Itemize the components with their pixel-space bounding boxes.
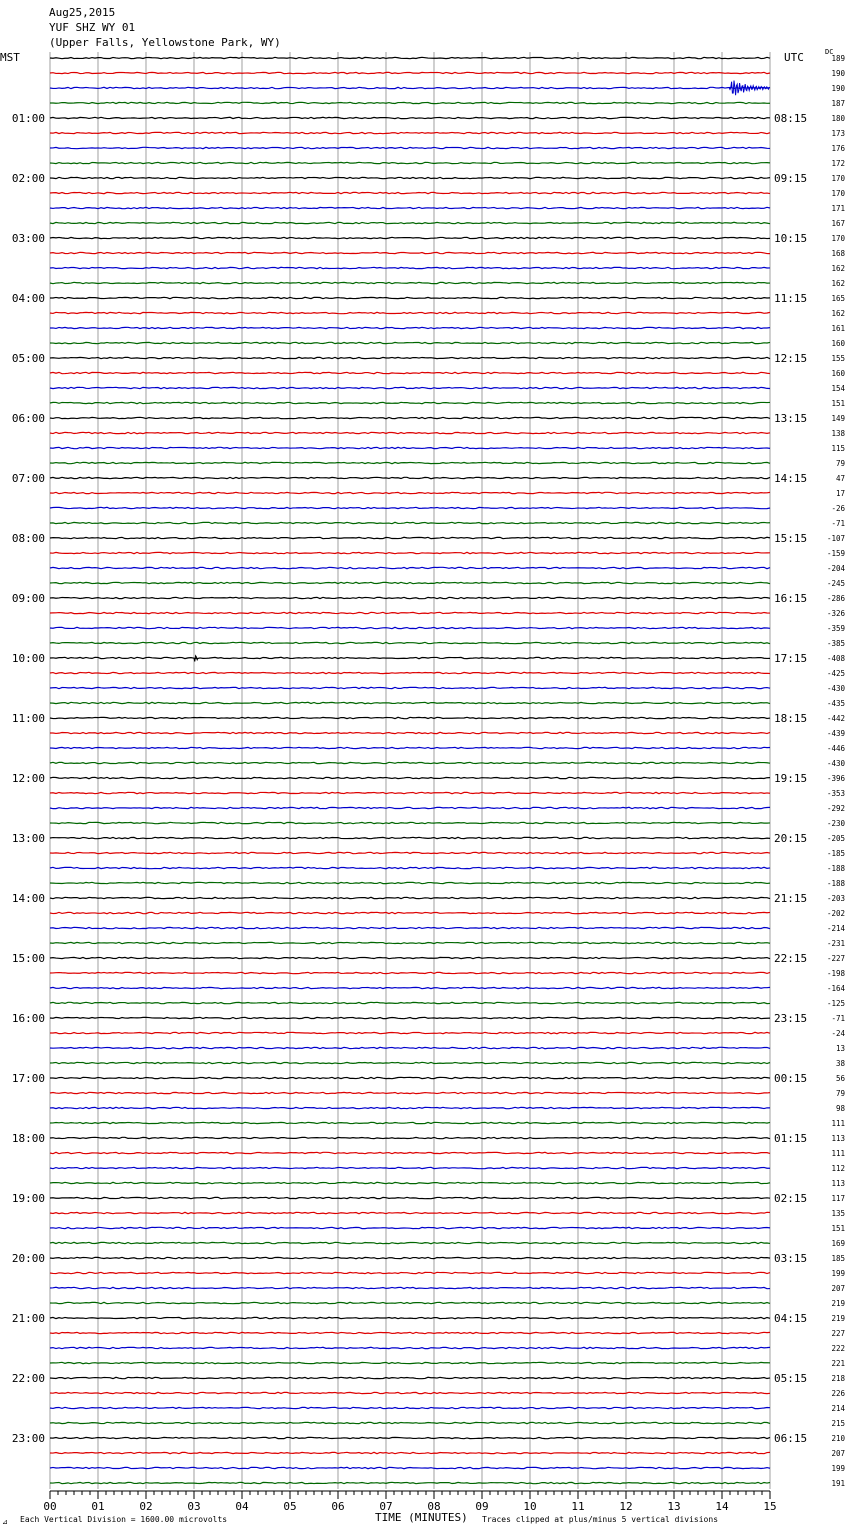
right-timezone-label: UTC (784, 51, 804, 64)
x-tick-label: 12 (619, 1500, 633, 1513)
dc-offset-label: 219 (831, 1314, 845, 1323)
trace-90 (50, 1407, 770, 1408)
trace-32 (50, 537, 770, 538)
x-axis-title: TIME (MINUTES) (375, 1511, 468, 1524)
trace-0 (50, 57, 770, 58)
dc-offset-label: 222 (831, 1344, 845, 1353)
trace-4 (50, 117, 770, 118)
left-hour-label: 14:00 (11, 892, 45, 905)
dc-offset-label: -442 (826, 714, 845, 723)
dc-offset-label: -125 (826, 999, 845, 1008)
trace-86 (50, 1347, 770, 1348)
trace-60 (50, 957, 770, 958)
dc-offset-label: -326 (826, 609, 845, 618)
dc-offset-label: 79 (835, 1089, 845, 1098)
clip-note: Traces clipped at plus/minus 5 vertical divisions (482, 1515, 719, 1524)
trace-70 (50, 1107, 770, 1108)
dc-offset-label: 160 (831, 339, 845, 348)
trace-45 (50, 732, 770, 733)
trace-41 (50, 672, 770, 673)
dc-offset-label: 117 (831, 1194, 845, 1203)
trace-59 (50, 942, 770, 943)
dc-offset-label: -231 (826, 939, 845, 948)
left-hour-label: 07:00 (11, 472, 45, 485)
dc-offset-label: 167 (831, 219, 845, 228)
right-hour-label: 05:15 (774, 1372, 808, 1385)
trace-1 (50, 72, 770, 73)
right-hour-label: 00:15 (774, 1072, 808, 1085)
dc-offset-label: -230 (826, 819, 845, 828)
trace-73 (50, 1152, 770, 1153)
trace-63 (50, 1002, 770, 1003)
dc-offset-label: -107 (826, 534, 845, 543)
scale-note: Each Vertical Division = 1600.00 microvolts (20, 1515, 228, 1524)
dc-offset-label: 56 (835, 1074, 845, 1083)
left-hour-label: 01:00 (11, 112, 45, 125)
trace-39 (50, 642, 770, 643)
trace-15 (50, 282, 770, 283)
dc-offset-label: 13 (835, 1044, 845, 1053)
dc-offset-label: 162 (831, 279, 845, 288)
left-hour-label: 23:00 (11, 1432, 45, 1445)
location-text: (Upper Falls, Yellowstone Park, WY) (49, 36, 281, 49)
trace-3 (50, 102, 770, 103)
trace-47 (50, 762, 770, 763)
dc-offset-label: 47 (835, 474, 845, 483)
right-hour-label: 21:15 (774, 892, 808, 905)
dc-offset-label: -425 (826, 669, 845, 678)
trace-82 (50, 1287, 770, 1288)
right-hour-label: 10:15 (774, 232, 808, 245)
dc-offset-label: -408 (826, 654, 845, 663)
trace-79 (50, 1242, 770, 1243)
dc-offset-label: -71 (831, 1014, 845, 1023)
trace-13 (50, 252, 770, 253)
trace-52 (50, 837, 770, 838)
trace-17 (50, 312, 770, 313)
trace-22 (50, 387, 770, 388)
dc-offset-label: 112 (831, 1164, 845, 1173)
trace-92 (50, 1437, 770, 1438)
dc-offset-label: 226 (831, 1389, 845, 1398)
traces (50, 57, 770, 1483)
dc-offset-label: 215 (831, 1419, 845, 1428)
dc-offset-label: 161 (831, 324, 845, 333)
dc-offset-label: -227 (826, 954, 845, 963)
right-hour-label: 04:15 (774, 1312, 808, 1325)
right-hour-label: 22:15 (774, 952, 808, 965)
dc-offset-label: -446 (826, 744, 845, 753)
left-hour-label: 04:00 (11, 292, 45, 305)
trace-27 (50, 462, 770, 463)
dc-offset-label: -202 (826, 909, 845, 918)
left-hour-label: 12:00 (11, 772, 45, 785)
trace-11 (50, 222, 770, 223)
trace-77 (50, 1212, 770, 1213)
dc-offset-label: 170 (831, 189, 845, 198)
dc-offset-label: 190 (831, 69, 845, 78)
right-hour-label: 23:15 (774, 1012, 808, 1025)
dc-offset-label: 191 (831, 1479, 845, 1488)
trace-95 (50, 1482, 770, 1483)
trace-83 (50, 1302, 770, 1303)
right-hour-label: 06:15 (774, 1432, 808, 1445)
dc-offset-label: 171 (831, 204, 845, 213)
trace-21 (50, 372, 770, 373)
trace-46 (50, 747, 770, 748)
trace-31 (50, 522, 770, 523)
trace-28 (50, 477, 770, 478)
trace-93 (50, 1452, 770, 1453)
trace-51 (50, 822, 770, 823)
dc-offset-label: 151 (831, 1224, 845, 1233)
x-tick-label: 13 (667, 1500, 681, 1513)
trace-50 (50, 807, 770, 808)
dc-offset-label: 207 (831, 1284, 845, 1293)
dc-offset-label: 210 (831, 1434, 845, 1443)
x-tick-label: 02 (139, 1500, 153, 1513)
dc-offset-label: 207 (831, 1449, 845, 1458)
dc-offset-label: -359 (826, 624, 845, 633)
left-hour-label: 11:00 (11, 712, 45, 725)
trace-36 (50, 597, 770, 598)
trace-10 (50, 207, 770, 208)
dc-label: DC (825, 48, 834, 56)
dc-offset-label: 168 (831, 249, 845, 258)
dc-offset-labels (827, 54, 846, 1488)
x-tick-label: 06 (331, 1500, 345, 1513)
trace-6 (50, 147, 770, 148)
dc-offset-label: -188 (826, 879, 845, 888)
dc-offset-label: 149 (831, 414, 845, 423)
dc-offset-label: 165 (831, 294, 845, 303)
trace-91 (50, 1422, 770, 1423)
trace-35 (50, 582, 770, 583)
trace-2 (50, 87, 770, 88)
right-hour-label: 16:15 (774, 592, 808, 605)
trace-75 (50, 1182, 770, 1183)
dc-offset-label: 227 (831, 1329, 845, 1338)
dc-offset-label: 180 (831, 114, 845, 123)
x-tick-label: 11 (571, 1500, 585, 1513)
dc-offset-label: 111 (831, 1119, 845, 1128)
trace-74 (50, 1167, 770, 1168)
trace-67 (50, 1062, 770, 1063)
dc-offset-label: 160 (831, 369, 845, 378)
dc-offset-label: -71 (831, 519, 845, 528)
x-tick-label: 01 (91, 1500, 105, 1513)
dc-offset-label: 113 (831, 1179, 845, 1188)
trace-80 (50, 1257, 770, 1258)
corner-mark: ⊿ (2, 1518, 8, 1526)
trace-68 (50, 1077, 770, 1078)
left-hour-label: 10:00 (11, 652, 45, 665)
left-hour-label: 09:00 (11, 592, 45, 605)
dc-offset-label: 189 (831, 54, 845, 63)
dc-offset-label: -439 (826, 729, 845, 738)
dc-offset-label: -26 (831, 504, 845, 513)
trace-44 (50, 717, 770, 718)
x-tick-label: 00 (43, 1500, 57, 1513)
dc-offset-label: -203 (826, 894, 845, 903)
dc-offset-label: 190 (831, 84, 845, 93)
dc-offset-label: -396 (826, 774, 845, 783)
trace-40 (50, 657, 770, 658)
left-hour-label: 22:00 (11, 1372, 45, 1385)
trace-61 (50, 972, 770, 973)
left-hour-label: 21:00 (11, 1312, 45, 1325)
trace-56 (50, 897, 770, 898)
dc-offset-label: 218 (831, 1374, 845, 1383)
dc-offset-label: 155 (831, 354, 845, 363)
dc-offset-label: 113 (831, 1134, 845, 1143)
dc-offset-label: -205 (826, 834, 845, 843)
dc-offset-label: -214 (826, 924, 845, 933)
left-hour-label: 18:00 (11, 1132, 45, 1145)
trace-43 (50, 702, 770, 703)
dc-offset-label: 170 (831, 174, 845, 183)
trace-85 (50, 1332, 770, 1333)
x-tick-label: 14 (715, 1500, 729, 1513)
trace-38 (50, 627, 770, 628)
right-hour-label: 02:15 (774, 1192, 808, 1205)
trace-87 (50, 1362, 770, 1363)
dc-offset-label: 98 (835, 1104, 845, 1113)
trace-58 (50, 927, 770, 928)
trace-88 (50, 1377, 770, 1378)
dc-offset-label: 199 (831, 1269, 845, 1278)
trace-55 (50, 882, 770, 883)
trace-12 (50, 237, 770, 238)
trace-76 (50, 1197, 770, 1198)
event-burst-0 (729, 81, 770, 96)
trace-34 (50, 567, 770, 568)
trace-16 (50, 297, 770, 298)
right-hour-label: 19:15 (774, 772, 808, 785)
dc-offset-label: 214 (831, 1404, 845, 1413)
dc-offset-label: -385 (826, 639, 845, 648)
dc-offset-label: 185 (831, 1254, 845, 1263)
trace-53 (50, 852, 770, 853)
right-hour-label: 12:15 (774, 352, 808, 365)
dc-offset-label: 79 (835, 459, 845, 468)
trace-8 (50, 177, 770, 178)
left-hour-label: 08:00 (11, 532, 45, 545)
dc-offset-label: -435 (826, 699, 845, 708)
trace-26 (50, 447, 770, 448)
station-text: YUF SHZ WY 01 (49, 21, 136, 34)
left-hour-label: 17:00 (11, 1072, 45, 1085)
trace-71 (50, 1122, 770, 1123)
right-hour-label: 13:15 (774, 412, 808, 425)
trace-69 (50, 1092, 770, 1093)
trace-5 (50, 132, 770, 133)
dc-offset-label: 135 (831, 1209, 845, 1218)
right-hour-label: 08:15 (774, 112, 808, 125)
trace-20 (50, 357, 770, 358)
trace-64 (50, 1017, 770, 1018)
dc-offset-label: 162 (831, 309, 845, 318)
left-timezone-label: MST (0, 51, 20, 64)
dc-offset-label: 173 (831, 129, 845, 138)
trace-33 (50, 552, 770, 553)
left-hour-label: 20:00 (11, 1252, 45, 1265)
left-hour-label: 06:00 (11, 412, 45, 425)
right-hour-label: 15:15 (774, 532, 808, 545)
dc-offset-label: -188 (826, 864, 845, 873)
trace-72 (50, 1137, 770, 1138)
dc-offset-label: 115 (831, 444, 845, 453)
x-tick-label: 08 (427, 1500, 441, 1513)
dc-offset-label: -204 (826, 564, 845, 573)
dc-offset-label: 172 (831, 159, 845, 168)
trace-24 (50, 417, 770, 418)
dc-offset-label: -24 (831, 1029, 845, 1038)
trace-66 (50, 1047, 770, 1048)
dc-offset-label: 176 (831, 144, 845, 153)
dc-offset-label: 187 (831, 99, 845, 108)
x-tick-label: 09 (475, 1500, 489, 1513)
dc-offset-label: -164 (826, 984, 845, 993)
dc-offset-label: 170 (831, 234, 845, 243)
right-hour-label: 11:15 (774, 292, 808, 305)
left-hour-label: 13:00 (11, 832, 45, 845)
x-tick-label: 03 (187, 1500, 201, 1513)
right-hour-label: 18:15 (774, 712, 808, 725)
trace-19 (50, 342, 770, 343)
x-tick-label: 07 (379, 1500, 393, 1513)
trace-9 (50, 192, 770, 193)
dc-offset-label: 111 (831, 1149, 845, 1158)
dc-offset-label: -430 (826, 684, 845, 693)
dc-offset-label: 38 (835, 1059, 845, 1068)
trace-65 (50, 1032, 770, 1033)
dc-offset-label: -245 (826, 579, 845, 588)
trace-54 (50, 867, 770, 868)
right-hour-labels (774, 112, 807, 1445)
x-axis (43, 1491, 776, 1513)
dc-offset-label: 219 (831, 1299, 845, 1308)
right-hour-label: 09:15 (774, 172, 808, 185)
left-hour-label: 05:00 (11, 352, 45, 365)
left-hour-label: 15:00 (11, 952, 45, 965)
dc-offset-label: -353 (826, 789, 845, 798)
left-hour-label: 02:00 (11, 172, 45, 185)
right-hour-label: 14:15 (774, 472, 808, 485)
trace-37 (50, 612, 770, 613)
trace-48 (50, 777, 770, 778)
dc-offset-label: -286 (826, 594, 845, 603)
dc-offset-label: 17 (835, 489, 845, 498)
dc-offset-label: -198 (826, 969, 845, 978)
dc-offset-label: 221 (831, 1359, 845, 1368)
trace-89 (50, 1392, 770, 1393)
trace-23 (50, 402, 770, 403)
left-hour-label: 03:00 (11, 232, 45, 245)
x-tick-label: 15 (763, 1500, 777, 1513)
dc-offset-label: -185 (826, 849, 845, 858)
trace-78 (50, 1227, 770, 1228)
trace-84 (50, 1317, 770, 1318)
dc-offset-label: -292 (826, 804, 845, 813)
date-text: Aug25,2015 (49, 6, 116, 19)
right-hour-label: 03:15 (774, 1252, 808, 1265)
left-hour-label: 16:00 (11, 1012, 45, 1025)
trace-62 (50, 987, 770, 988)
trace-49 (50, 792, 770, 793)
dc-offset-label: 169 (831, 1239, 845, 1248)
trace-57 (50, 912, 770, 913)
trace-30 (50, 507, 770, 508)
left-hour-label: 19:00 (11, 1192, 45, 1205)
dc-offset-label: 138 (831, 429, 845, 438)
left-hour-labels (12, 112, 45, 1445)
trace-29 (50, 492, 770, 493)
dc-offset-label: 162 (831, 264, 845, 273)
right-hour-label: 01:15 (774, 1132, 808, 1145)
trace-7 (50, 162, 770, 163)
x-tick-label: 04 (235, 1500, 249, 1513)
dc-offset-label: 151 (831, 399, 845, 408)
right-hour-label: 17:15 (774, 652, 808, 665)
x-tick-label: 10 (523, 1500, 537, 1513)
right-hour-label: 20:15 (774, 832, 808, 845)
dc-offset-label: -430 (826, 759, 845, 768)
trace-25 (50, 432, 770, 433)
trace-81 (50, 1272, 770, 1273)
x-tick-label: 05 (283, 1500, 297, 1513)
trace-42 (50, 687, 770, 688)
dc-offset-label: 199 (831, 1464, 845, 1473)
dc-offset-label: 154 (831, 384, 845, 393)
trace-94 (50, 1467, 770, 1468)
trace-14 (50, 267, 770, 268)
trace-18 (50, 327, 770, 328)
dc-offset-label: -159 (826, 549, 845, 558)
